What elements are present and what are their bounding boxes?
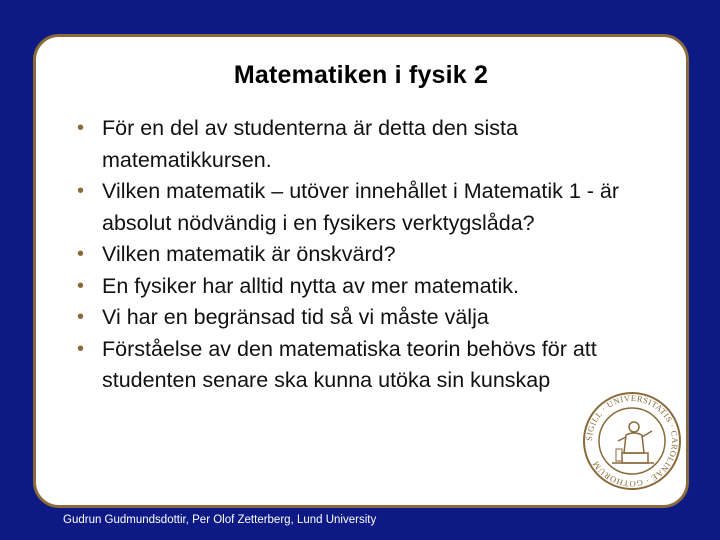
bullet-item (75, 239, 675, 271)
bullet-text: För en del av studenterna är detta den sista matematikkursen. (102, 116, 518, 172)
footer-credits: Gudrun Gudmundsdottir, Per Olof Zetterberg, Lund University (63, 514, 377, 526)
bullet-item (75, 271, 675, 303)
bullet-icon: • (77, 117, 85, 139)
bullet-item (75, 334, 675, 397)
bullet-text: Förståelse av den matematiska teorin behövs för att studenten senare ska kunna utöka sin kunskap (102, 336, 597, 392)
bullet-icon: • (77, 274, 85, 297)
bullet-text: Vi har en begränsad tid så vi måste välja (102, 305, 489, 329)
bullet-icon: • (77, 243, 85, 265)
university-seal-icon (582, 391, 682, 491)
bullet-text: Vilken matematik – utöver innehållet i Matematik 1 - är absolut nödvändig i en fysikers verktygslåda? (102, 179, 620, 235)
bullet-text: Vilken matematik är önskvärd? (102, 242, 396, 266)
bullet-icon: • (77, 180, 85, 202)
bullet-item (75, 302, 675, 334)
bullet-text: En fysiker har alltid nytta av mer matematik. (102, 273, 520, 298)
seal-text: SIGILL · UNIVERSITATIS · CAROLINAE · GOTHORUM (583, 392, 681, 490)
slide-title: Matematiken i fysik 2 (233, 61, 489, 89)
bullet-item (75, 176, 675, 239)
bullet-icon: • (77, 306, 85, 328)
bullet-list (75, 113, 675, 397)
slide-panel (33, 34, 689, 508)
bullet-item (75, 113, 675, 176)
bullet-icon: • (77, 337, 85, 360)
